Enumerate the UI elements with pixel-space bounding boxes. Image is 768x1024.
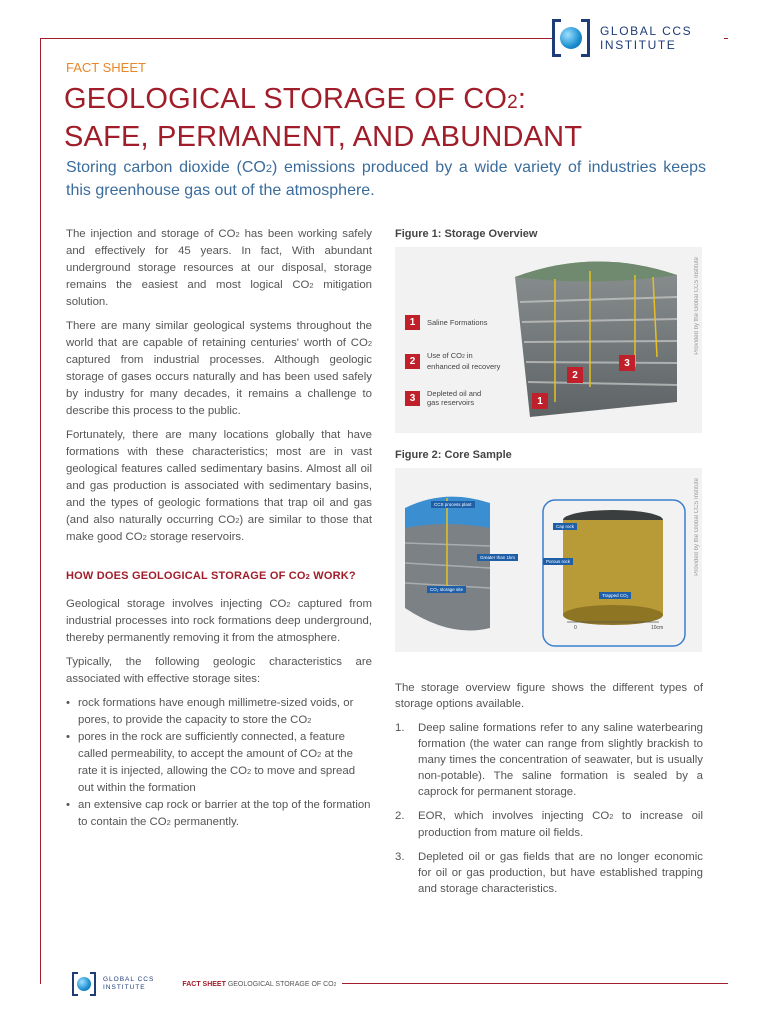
list-item: 3. Depleted oil or gas fields that are no longer economic for oil or gas production, but have established trapping and storage characteristics.	[395, 851, 703, 895]
scale-zero: 0	[574, 625, 577, 631]
footer-text: FACT SHEET GEOLOGICAL STORAGE OF CO2	[182, 980, 337, 988]
footer	[72, 972, 342, 996]
map-badge-3: 3	[619, 355, 635, 371]
paragraph-1: The injection and storage of CO2 has been working safely and effectively for 45 years. In fact, With abundant underground storage resources at our disposal, storage remains the easiest and most logical CO2 mitigation solution.	[66, 228, 373, 308]
legend-item-2: 2 Use of CO2 in enhanced oil recovery	[405, 351, 500, 371]
footer-logo-line2: INSTITUTE	[103, 984, 146, 991]
logo-line2: INSTITUTE	[600, 38, 677, 52]
globe-icon	[552, 19, 590, 57]
intro-text: Storing carbon dioxide (CO2) emissions produced by a wide variety of industries keeps this greenhouse gas out of the atmosphere.	[66, 159, 707, 199]
tag-cap-rock: Cap rock	[553, 523, 577, 530]
globe-icon	[72, 972, 96, 996]
list-item: 1. Deep saline formations refer to any saline waterbearing formation (the water can range from slightly brackish to many times the concentration of seawater, but is usually non-potable). The saline formation is sealed by a caprock for permanent storage.	[395, 722, 703, 798]
paragraph-3: Fortunately, there are many locations globally that have formations with these characteristics; most are in vast geological features called sedimentary basins. Almost all oil and gas production is associated with sedimentary basins, and the types of geologic formations that trap oil and gas (and also naturally occurring CO2) are similar to those that make good CO2 storage reservoirs.	[66, 429, 372, 543]
overview-text: The storage overview figure shows the different types of storage options available.	[395, 682, 703, 710]
figure-1-storage-overview	[395, 247, 702, 433]
page-title: GEOLOGICAL STORAGE OF CO2: SAFE, PERMANENT, AND ABUNDANT	[64, 83, 583, 153]
paragraph-5: Typically, the following geologic characteristics are associated with effective storage sites:	[66, 656, 372, 685]
figure-2-caption: Figure 2: Core Sample	[395, 449, 512, 461]
scale-ten: 10cm	[651, 625, 664, 631]
figure-2-core-sample	[395, 468, 702, 652]
list-item: • rock formations have enough millimetre-sized voids, or pores, to provide the capacity to store the CO2	[66, 695, 372, 729]
paragraph-4: Geological storage involves injecting CO2 captured from industrial processes into rock formations deep underground, thereby permanently removing it from the atmosphere.	[66, 598, 372, 644]
map-badge-1: 1	[532, 393, 548, 409]
figure-2-credit: Provided by the Global CCS Institute	[694, 478, 700, 576]
tag-storage-site: CO₂ storage site	[427, 586, 466, 593]
doc-label: FACT SHEET	[66, 60, 146, 75]
frame-left-line	[40, 38, 41, 984]
logo-line1: GLOBAL CCS	[600, 24, 693, 38]
tag-depth: Greater than 1km	[477, 554, 518, 561]
legend-item-3: 3 Depleted oil and gas reservoirs	[405, 389, 481, 407]
tag-porous-rock: Porous rock	[543, 558, 573, 565]
header-logo	[552, 18, 724, 58]
figure-1-credit: Provided by the Global CCS Institute	[694, 257, 700, 355]
list-item: • an extensive cap rock or barrier at the top of the formation to contain the CO2 permanently.	[66, 797, 372, 831]
map-badge-2: 2	[567, 367, 583, 383]
left-column	[66, 226, 372, 831]
figure-1-caption: Figure 1: Storage Overview	[395, 228, 538, 240]
storage-options-list	[395, 720, 703, 897]
list-item: • pores in the rock are sufficiently connected, a feature called permeability, to accept the amount of CO2 at the rate it is injected, allowing the CO2 to move and spread out within the formation	[66, 729, 372, 797]
footer-logo-line1: GLOBAL CCS	[103, 976, 155, 983]
tag-trapped: Trapped CO₂	[599, 592, 631, 599]
frame-bottom-line	[340, 983, 728, 984]
characteristics-list	[66, 695, 372, 831]
list-item: 2. EOR, which involves injecting CO2 to increase oil production from mature oil fields.	[395, 810, 703, 839]
section-heading: HOW DOES GEOLOGICAL STORAGE OF CO2 WORK?	[66, 570, 356, 582]
legend-item-1: 1 Saline Formations	[405, 315, 487, 330]
paragraph-2: There are many similar geological systems throughout the world that are capable of retaining centuries' worth of CO2 captured from industrial processes. Although geologic storage of gases occurs naturally and has been used safely by industry for many decades, it remains a challenge to describe this process to the public.	[66, 320, 372, 417]
tag-plant: CCS process plant	[431, 501, 475, 508]
right-column	[395, 680, 703, 905]
